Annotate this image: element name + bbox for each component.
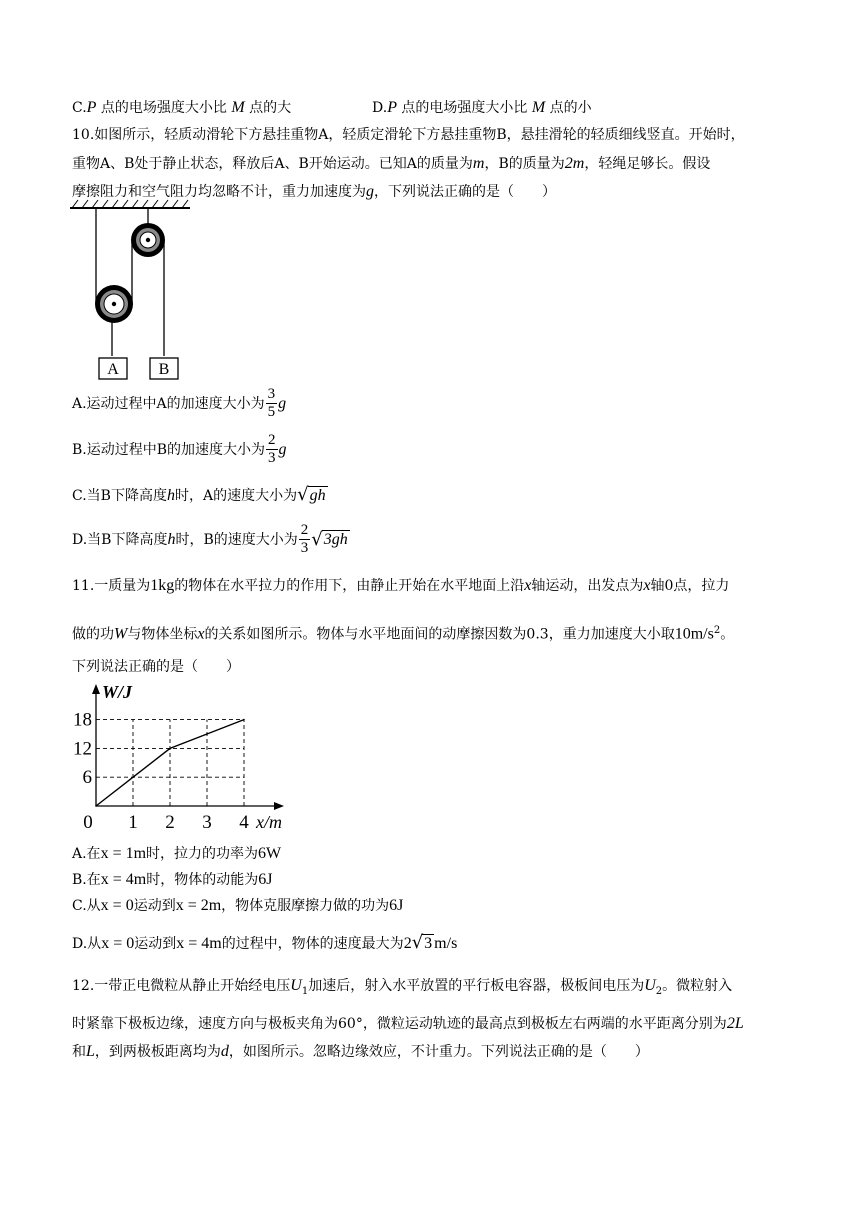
- y-tick-label: 18: [73, 709, 92, 731]
- q11-stem-line1: 11.一质量为1kg的物体在水平拉力的作用下，由静止开始在水平地面上沿x轴运动，出发点为x轴0点，拉力: [72, 577, 730, 594]
- y-axis-arrow: [92, 684, 100, 694]
- q9-option-d: D.P 点的电场强度大小比 M 点的小: [372, 99, 592, 116]
- q10-stem-line2: 重物A、B处于静止状态，释放后A、B开始运动。已知A的质量为m，B的质量为2m，轻绳足够长。假设: [72, 155, 711, 172]
- q10-stem-line3: 摩擦阻力和空气阻力均忽略不计，重力加速度为g，下列说法正确的是（ ）: [72, 183, 556, 200]
- q12-stem-line2: 时紧靠下极板边缘，速度方向与极板夹角为60°，微粒运动轨迹的最高点到极板左右两端的水平距离分别为2L: [72, 1015, 744, 1032]
- data-point: [243, 719, 245, 721]
- data-point: [95, 805, 97, 807]
- q11-option-d: D.从x = 0运动到x = 4m的过程中，物体的速度最大为2√3 m/s: [72, 932, 458, 953]
- block-b: [150, 358, 178, 379]
- q11-stem-line2: 做的功W与物体坐标x的关系如图所示。物体与水平地面间的动摩擦因数为0.3，重力加速度大小取$10m/s^2$。: [72, 625, 735, 643]
- block-b-label: B: [158, 361, 170, 378]
- q10-stem-line1: 10.如图所示，轻质动滑轮下方悬挂重物A，轻质定滑轮下方悬挂重物B，悬挂滑轮的轻质细线竖直。开始时，: [72, 127, 745, 143]
- block-a: [99, 358, 127, 379]
- q10-option-b: B.运动过程中B的加速度大小为 $\frac{2}{3}$ g: [72, 432, 287, 467]
- data-point: [169, 748, 171, 750]
- x-axis-arrow: [274, 802, 284, 810]
- work-displacement-chart: [72, 680, 302, 840]
- q11-option-b: B.在x = 4m时，物体的动能为6J: [72, 871, 273, 888]
- block-a-label: A: [107, 361, 119, 378]
- x-tick-label: 3: [202, 812, 212, 833]
- q12-stem-line1: 12.一带正电微粒从静止开始经电压$U_1$加速后，射入水平放置的平行板电容器，极板间电压为$U_2$。微粒射入: [72, 977, 733, 997]
- q10-option-a: A.运动过程中A的加速度大小为 $\frac{3}{5}$ g: [72, 386, 287, 421]
- y-tick-label: 12: [73, 738, 92, 760]
- q10-option-c: C.当B下降高度h时，A的速度大小为√gh: [72, 484, 326, 505]
- q9-option-c: C.P 点的电场强度大小比 M 点的大: [72, 99, 292, 116]
- y-axis-label: W/J: [102, 682, 133, 702]
- ceiling: [70, 200, 190, 208]
- data-point: [132, 776, 134, 778]
- pulley-diagram: [66, 196, 196, 386]
- data-point: [206, 733, 208, 735]
- fixed-pulley: [131, 223, 165, 257]
- q11-option-c: C.从x = 0运动到x = 2m，物体克服摩擦力做的功为6J: [72, 897, 404, 914]
- x-tick-label: 4: [239, 812, 249, 833]
- x-tick-label: 1: [128, 812, 138, 833]
- x-tick-label: 2: [165, 812, 175, 833]
- y-tick-label: 6: [82, 767, 92, 789]
- q10-option-d: D.当B下降高度h时，B的速度大小为 $\frac{2}{3}$ √3gh: [72, 522, 348, 557]
- x-tick-label: 0: [83, 812, 93, 833]
- q11-option-a: A.在x = 1m时，拉力的功率为6W: [72, 845, 282, 862]
- q12-stem-line3: 和L，到两极板距离均为d，如图所示。忽略边缘效应，不计重力。下列说法正确的是（ ）: [72, 1043, 649, 1060]
- x-axis-label: x/m: [256, 812, 282, 832]
- movable-pulley: [95, 285, 133, 323]
- q11-stem-line3: 下列说法正确的是（ ）: [72, 659, 240, 675]
